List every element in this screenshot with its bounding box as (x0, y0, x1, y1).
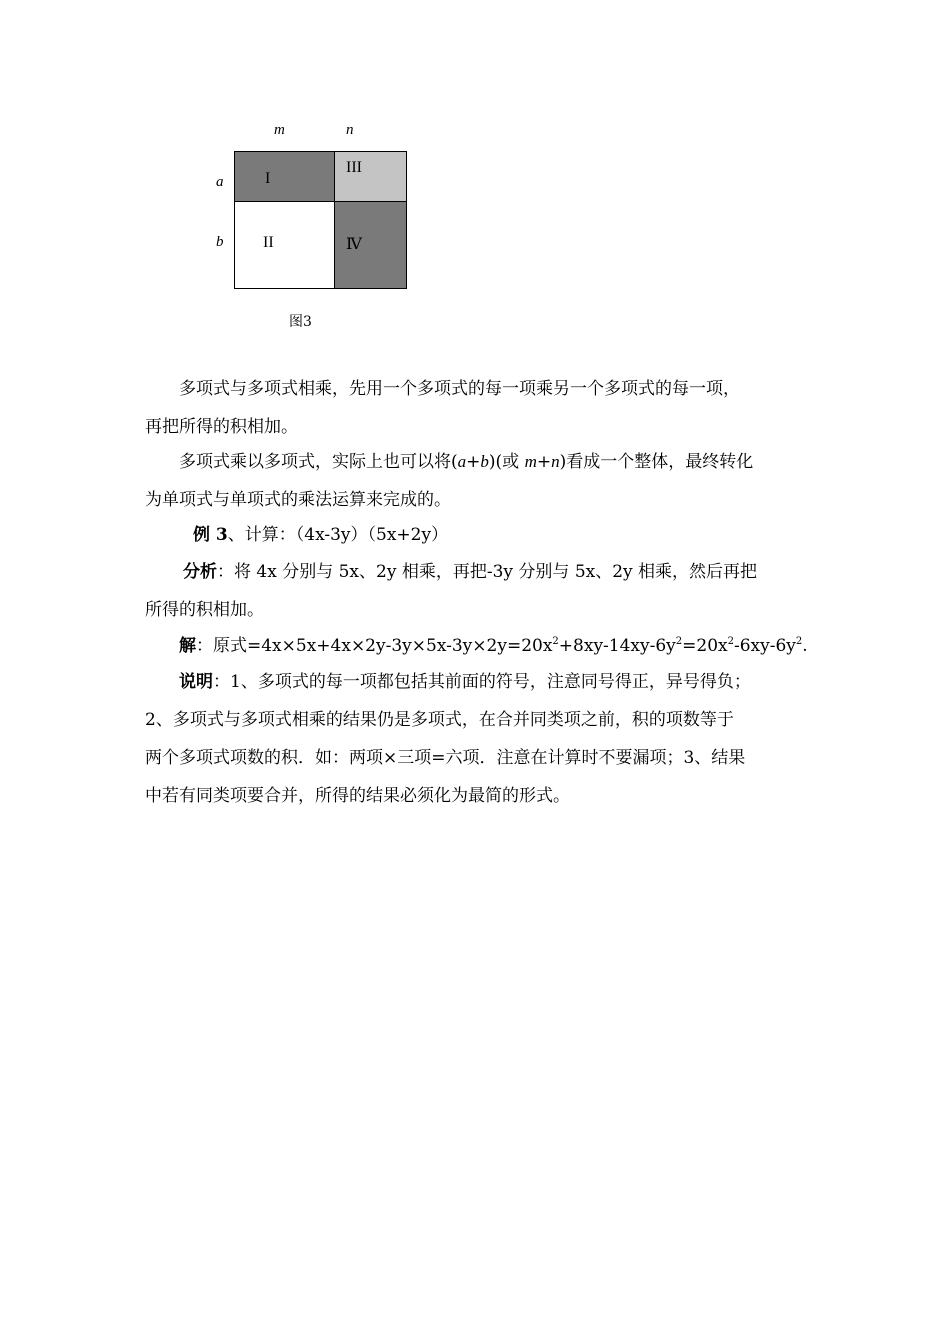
region-II-label: II (263, 234, 274, 251)
plus-1: + (466, 452, 481, 472)
plus-2: + (536, 452, 552, 472)
p2-text-b: )看成一个整体，最终转化 (559, 452, 754, 472)
note-line2: 2、多项式与多项式相乘的结果仍是多项式，在合并同类项之前，积的项数等于 (145, 710, 734, 730)
solution-a: ：原式=4x×5x+4x×2y-3y×5x-3y×2y=20x (196, 636, 553, 656)
sup-1: 2 (552, 636, 559, 647)
note (145, 663, 825, 815)
p2-line1 (145, 443, 825, 481)
solution-line (145, 627, 825, 665)
col-label-m: m (274, 122, 285, 138)
row-label-a: a (216, 174, 224, 190)
paragraph-rule (145, 370, 825, 446)
solution-e: . (802, 636, 808, 656)
p2-line2: 为单项式与单项式的乘法运算来完成的。 (145, 490, 451, 510)
analysis-text1: ：将 4x 分别与 5x、2y 相乘，再把-3y 分别与 5x、2y 相乘，然后再把 (217, 562, 758, 582)
p2-text-mid: )(或 (488, 452, 525, 472)
region-I-label: I (265, 170, 271, 187)
note-line1 (145, 663, 825, 701)
region-IV-label: Ⅳ (346, 236, 362, 253)
row-label-b: b (216, 234, 224, 250)
solution (145, 627, 825, 665)
sup-2: 2 (675, 636, 683, 647)
solution-b: +8xy-14xy-6y (558, 636, 676, 656)
var-m: m (524, 452, 537, 471)
ex3-line (145, 516, 825, 554)
analysis (145, 553, 825, 629)
analysis-line2: 所得的积相加。 (145, 600, 264, 620)
analysis-label: 分析 (183, 562, 217, 582)
p1-line2: 再把所得的积相加。 (145, 417, 298, 437)
solution-d: -6xy-6y (734, 636, 796, 656)
region-III (334, 151, 407, 202)
sup-4: 2 (795, 636, 803, 647)
region-IV (334, 201, 407, 289)
note-label: 说明 (179, 672, 213, 692)
p1-line1: 多项式与多项式相乘，先用一个多项式的每一项乘另一个多项式的每一项， (179, 379, 740, 399)
region-III-label: III (346, 159, 362, 176)
figure-caption: 图3 (289, 314, 312, 330)
region-I (234, 151, 335, 202)
area-diagram (234, 151, 407, 289)
p2-text-a: 多项式乘以多项式，实际上也可以将( (179, 452, 458, 472)
note-line4: 中若有同类项要合并，所得的结果必须化为最简的形式。 (145, 786, 570, 806)
note-text1: ：1、多项式的每一项都包括其前面的符号，注意同号得正，异号得负； (213, 672, 751, 692)
var-a: a (457, 452, 467, 471)
ex3-label: 例 3 (193, 525, 228, 545)
region-II (234, 201, 335, 289)
solution-c: =20x (682, 636, 728, 656)
ex3-text: 、计算：（4x-3y）（5x+2y） (227, 525, 449, 545)
sup-3: 2 (727, 636, 734, 647)
example-3 (145, 516, 825, 554)
var-n: n (551, 452, 560, 471)
var-b: b (480, 452, 489, 471)
col-label-n: n (346, 122, 354, 138)
note-line3: 两个多项式项数的积．如：两项×三项=六项．注意在计算时不要漏项；3、结果 (145, 748, 746, 768)
solution-label: 解 (179, 636, 196, 656)
analysis-line1 (145, 553, 825, 591)
paragraph-whole (145, 443, 825, 519)
